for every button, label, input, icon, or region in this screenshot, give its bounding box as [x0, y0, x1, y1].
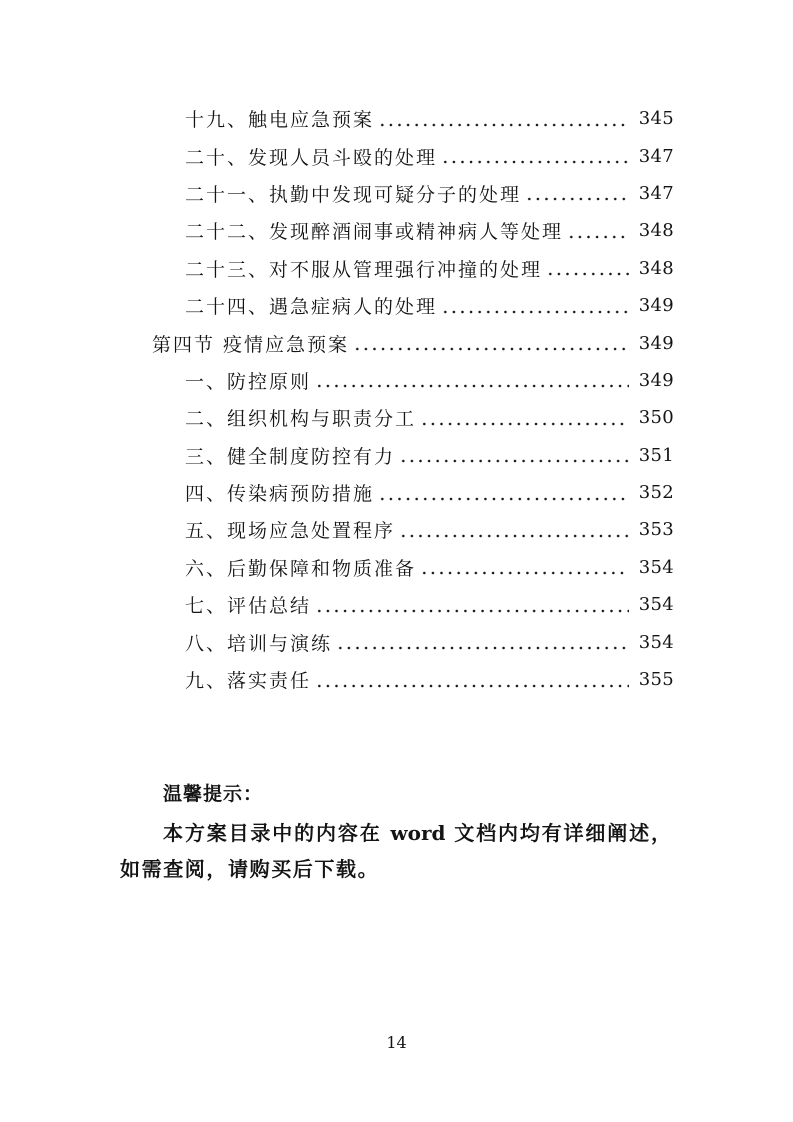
toc-leader-dots — [441, 159, 629, 165]
toc-entry — [185, 287, 674, 324]
toc-entry-page-number: 348 — [638, 220, 674, 242]
toc-entry-title: 二、组织机构与职责分工 — [185, 408, 417, 431]
toc-entry — [185, 399, 674, 436]
toc-entry — [185, 623, 674, 660]
toc-leader-dots — [567, 234, 629, 240]
toc-entry — [185, 175, 674, 212]
toc-entry — [185, 661, 674, 698]
toc-entry — [185, 362, 674, 399]
toc-entry-page-number: 354 — [638, 594, 674, 616]
toc-entry — [185, 549, 674, 586]
toc-entry-page-number: 350 — [638, 407, 674, 429]
toc-entry-page-number: 349 — [638, 369, 674, 391]
toc-entry-title: 六、后勤保障和物质准备 — [185, 557, 417, 580]
notice-text-line: 本方案目录中的内容在 word 文档内均有详细阐述， — [163, 821, 671, 845]
toc-entry-page-number: 349 — [638, 332, 674, 354]
toc-entry — [152, 324, 674, 361]
toc-entry-title: 四、传染病预防措施 — [185, 483, 375, 506]
toc-entry-title: 二十四、遇急症病人的处理 — [185, 296, 438, 319]
toc-leader-dots — [315, 383, 629, 389]
toc-entry — [185, 474, 674, 511]
toc-entry-page-number: 348 — [638, 257, 674, 279]
toc-entry-title: 三、健全制度防控有力 — [185, 445, 396, 468]
toc-entry-title: 九、落实责任 — [185, 670, 312, 693]
toc-entry-page-number: 345 — [638, 108, 674, 130]
toc-entry — [185, 437, 674, 474]
toc-entry-title: 二十、发现人员斗殴的处理 — [185, 146, 438, 169]
toc-leader-dots — [399, 458, 629, 464]
toc-leader-dots — [399, 533, 629, 539]
toc-entry-page-number: 354 — [638, 556, 674, 578]
toc-leader-dots — [420, 570, 629, 576]
toc-leader-dots — [315, 683, 629, 689]
toc-leader-dots — [315, 608, 629, 614]
toc-entry-page-number: 352 — [638, 482, 674, 504]
notice-heading: 温馨提示： — [163, 783, 264, 805]
toc-entry-page-number: 347 — [638, 182, 674, 204]
toc-list — [0, 100, 674, 698]
toc-entry-page-number: 354 — [638, 631, 674, 653]
toc-entry-page-number: 353 — [638, 519, 674, 541]
toc-entry — [185, 511, 674, 548]
toc-leader-dots — [353, 346, 629, 352]
toc-entry — [185, 100, 674, 137]
page-number: 14 — [386, 1033, 407, 1052]
toc-leader-dots — [336, 645, 629, 651]
toc-leader-dots — [546, 271, 629, 277]
toc-entry-title: 七、评估总结 — [185, 595, 312, 618]
toc-entry-title: 一、防控原则 — [185, 370, 312, 393]
toc-entry-title: 八、培训与演练 — [185, 632, 333, 655]
toc-entry-page-number: 351 — [638, 444, 674, 466]
toc-leader-dots — [441, 309, 629, 315]
toc-entry-page-number: 355 — [638, 669, 674, 691]
toc-leader-dots — [378, 496, 629, 502]
toc-entry-page-number: 347 — [638, 145, 674, 167]
notice-text-line: 如需查阅，请购买后下载。 — [120, 857, 380, 881]
toc-entry-title: 二十三、对不服从管理强行冲撞的处理 — [185, 258, 543, 281]
toc-entry-title: 五、现场应急处置程序 — [185, 520, 396, 543]
toc-entry — [185, 137, 674, 174]
toc-entry-title: 二十一、执勤中发现可疑分子的处理 — [185, 183, 522, 206]
toc-entry-title: 第四节 疫情应急预案 — [152, 333, 350, 356]
toc-entry — [185, 250, 674, 287]
toc-leader-dots — [525, 196, 629, 202]
toc-entry — [185, 212, 674, 249]
toc-entry-page-number: 349 — [638, 295, 674, 317]
toc-entry-title: 二十二、发现醉酒闹事或精神病人等处理 — [185, 221, 564, 244]
toc-entry-title: 十九、触电应急预案 — [185, 109, 375, 132]
toc-leader-dots — [378, 122, 629, 128]
toc-entry — [185, 586, 674, 623]
toc-leader-dots — [420, 421, 629, 427]
